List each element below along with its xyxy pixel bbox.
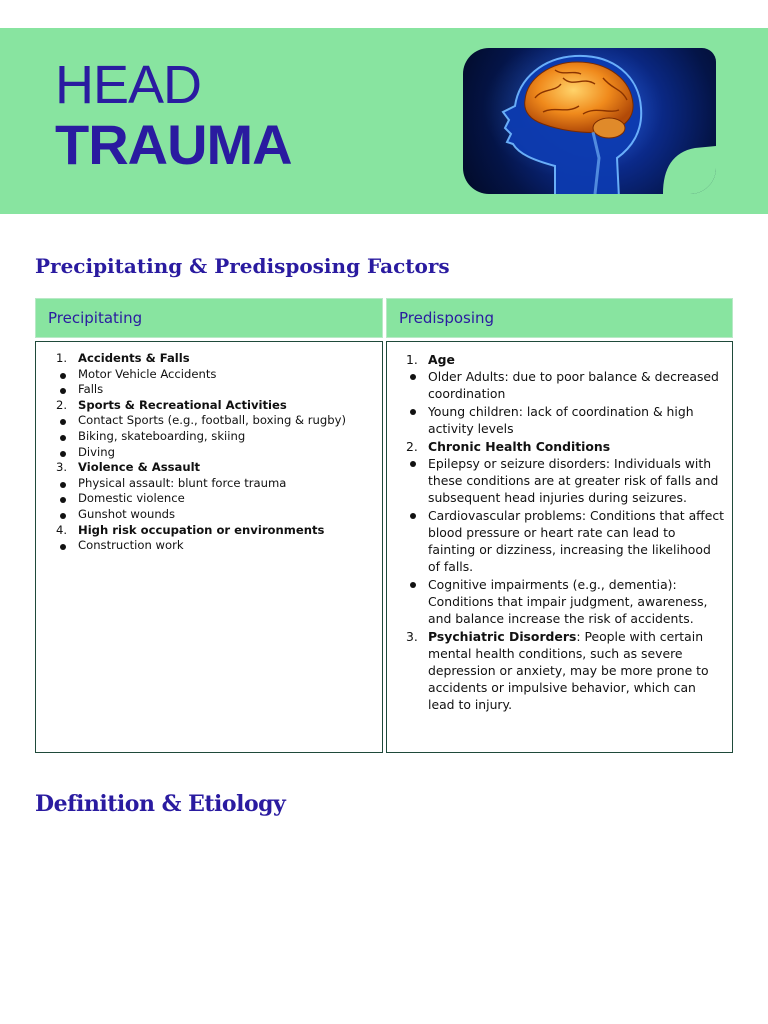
bullet-icon — [60, 435, 66, 441]
bullet-icon — [410, 409, 416, 415]
list-item: 4. High risk occupation or environments — [56, 522, 325, 537]
precipitating-list — [36, 342, 382, 554]
bullet-icon — [60, 513, 66, 519]
list-item: Young children: lack of coordination & high activity levels — [404, 403, 724, 437]
bullet-icon — [410, 461, 416, 467]
definition-heading: Definition & Etiology — [35, 791, 286, 817]
list-item: Domestic violence — [54, 491, 382, 507]
bullet-icon — [60, 544, 66, 550]
list-item: 3. Psychiatric Disorders: People with certain mental health conditions, such as severe depression or anxiety, may be more prone to accidents or impulsive behavior, which can lead to injury. — [406, 629, 709, 712]
list-item: 2. Chronic Health Conditions — [406, 439, 611, 454]
list-item: 3. Violence & Assault — [56, 460, 201, 475]
title-head: HEAD — [55, 55, 202, 115]
list-item: Contact Sports (e.g., football, boxing & rugby) — [54, 413, 382, 429]
list-item: Older Adults: due to poor balance & decreased coordination — [404, 368, 724, 402]
title-trauma: TRAUMA — [55, 113, 292, 176]
predisposing-cell — [386, 341, 733, 753]
bullet-icon — [60, 419, 66, 425]
bullet-icon — [410, 513, 416, 519]
list-item: Physical assault: blunt force trauma — [54, 476, 382, 492]
list-item: 1. Age — [406, 352, 455, 367]
bullet-icon — [410, 582, 416, 588]
bullet-icon — [60, 451, 66, 457]
bullet-icon — [60, 373, 66, 379]
list-item: Cognitive impairments (e.g., dementia): Conditions that impair judgment, awareness, and balance increase the risk of accidents. — [404, 576, 724, 627]
list-item: Diving — [54, 445, 382, 461]
precipitating-header: Precipitating — [35, 298, 383, 338]
factors-heading: Precipitating & Predisposing Factors — [35, 254, 450, 278]
predisposing-header: Predisposing — [386, 298, 733, 338]
precipitating-cell — [35, 341, 383, 753]
brain-head-illustration — [463, 48, 716, 194]
bullet-icon — [410, 374, 416, 380]
list-item: Motor Vehicle Accidents — [54, 367, 382, 383]
list-item: Gunshot wounds — [54, 507, 382, 523]
list-item: Construction work — [54, 538, 382, 554]
list-item: Epilepsy or seizure disorders: Individuals with these conditions are at greater risk of falls and subsequent head injuries during seizures. — [404, 455, 724, 506]
list-item: Cardiovascular problems: Conditions that affect blood pressure or heart rate can lead to fainting or dizziness, increasing the likelihood of falls. — [404, 507, 724, 575]
bullet-icon — [60, 497, 66, 503]
list-item: Falls — [54, 382, 382, 398]
list-item: 1. Accidents & Falls — [56, 351, 190, 365]
list-item: 2. Sports & Recreational Activities — [56, 397, 287, 412]
bullet-icon — [60, 388, 66, 394]
bullet-icon — [60, 482, 66, 488]
list-item: Biking, skateboarding, skiing — [54, 429, 382, 445]
predisposing-list — [387, 342, 732, 713]
